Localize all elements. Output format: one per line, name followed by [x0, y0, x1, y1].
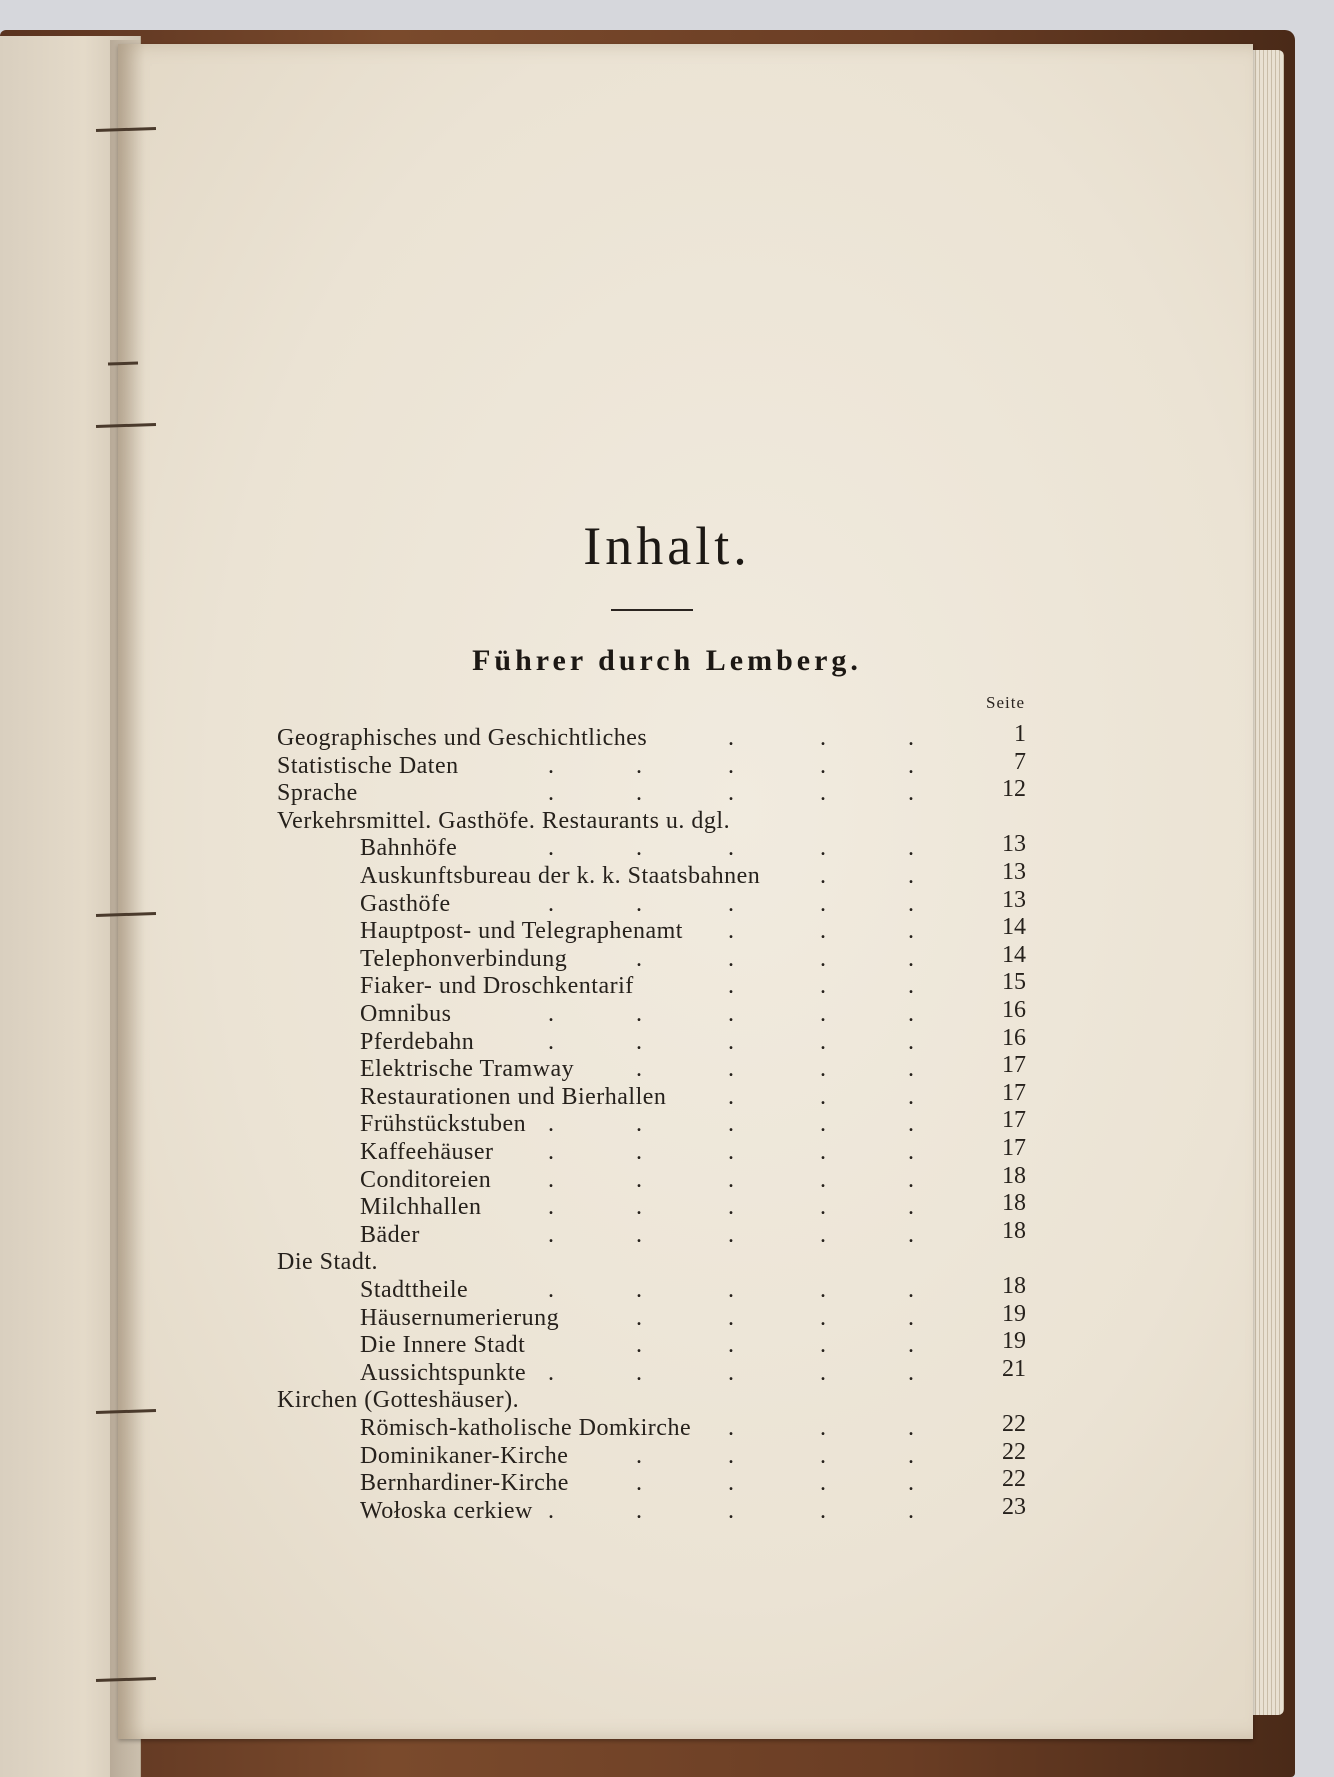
toc-entry-label: Conditoreien [360, 1166, 492, 1193]
leader-dot: . [636, 945, 642, 972]
leader-dot: . [636, 1166, 642, 1193]
leader-dot: . [820, 1056, 826, 1083]
leader-dot: . [908, 1470, 914, 1497]
leader-dot: . [548, 1221, 554, 1248]
toc-entry-page: 16 [1002, 997, 1026, 1023]
leader-dot: . [820, 1166, 826, 1193]
gutter-shadow [110, 40, 145, 1777]
toc-entry-page: 13 [1002, 831, 1026, 858]
toc-entry-page: 19 [1002, 1300, 1026, 1327]
leader-dot: . [728, 780, 734, 807]
leader-dot: . [820, 1111, 826, 1138]
leader-dot: . [548, 780, 554, 807]
leader-dot: . [636, 1194, 642, 1221]
toc-entry [360, 1107, 1030, 1139]
title-divider [611, 609, 693, 611]
toc-entry-label: Restaurationen und Bierhallen [360, 1083, 667, 1110]
leader-dot: . [728, 1001, 734, 1027]
toc-entry [360, 1328, 1030, 1360]
toc-entry-page: 7 [1014, 748, 1026, 775]
leader-dot: . [908, 863, 914, 889]
toc-entry [360, 1300, 1030, 1333]
toc-entry-page: 17 [1002, 1135, 1026, 1161]
leader-dot: . [908, 1194, 914, 1221]
leader-dot: . [820, 1332, 826, 1359]
leader-dot: . [820, 1442, 826, 1469]
toc-entry-page: 17 [1002, 1079, 1026, 1106]
leader-dot: . [636, 890, 642, 917]
toc-entry [360, 1052, 1030, 1084]
toc-entry-label: Statistische Daten [277, 752, 459, 779]
leader-dot: . [548, 890, 554, 917]
toc-entry-label: Pferdebahn [360, 1028, 475, 1055]
leader-dot: . [908, 1277, 914, 1303]
leader-dot: . [820, 1139, 826, 1165]
toc-entry [277, 748, 1030, 781]
leader-dot: . [636, 1001, 642, 1027]
leader-dot: . [728, 752, 734, 779]
leader-dot: . [728, 835, 734, 862]
leader-dot: . [820, 1497, 826, 1524]
toc-entry-page: 21 [1002, 1355, 1026, 1382]
leader-dot: . [548, 1359, 554, 1386]
toc-entry [360, 1466, 1030, 1498]
leader-dot: . [820, 780, 826, 807]
toc-entry-label: Hauptpost- und Telegraphenamt [360, 918, 683, 945]
toc-entry-page: 18 [1002, 1273, 1026, 1299]
toc-entry-label: Frühstückstuben [360, 1111, 527, 1138]
leader-dot: . [908, 1028, 914, 1055]
toc-entry-page: 22 [1002, 1466, 1026, 1493]
leader-dot: . [820, 1359, 826, 1386]
leader-dot: . [728, 1221, 734, 1248]
leader-dot: . [820, 725, 826, 751]
toc-entry-page: 14 [1002, 914, 1026, 941]
leader-dot: . [548, 1194, 554, 1221]
leader-dot: . [728, 1332, 734, 1359]
toc-entry [277, 721, 1030, 753]
toc-entry-page: 23 [1002, 1493, 1026, 1520]
toc-entry-label: Geographisches und Geschichtliches [277, 725, 648, 751]
leader-dot: . [820, 973, 826, 1000]
toc-entry-label: Fiaker- und Droschkentarif [360, 973, 634, 1000]
leader-dot: . [820, 890, 826, 917]
toc-entry [360, 969, 1030, 1001]
toc-entry-page: 17 [1002, 1107, 1026, 1134]
leader-dot: . [728, 1304, 734, 1331]
leader-dot: . [728, 1111, 734, 1138]
toc-entry-page: 18 [1002, 1217, 1026, 1244]
leader-dot: . [908, 1083, 914, 1110]
page-title: Inhalt. [583, 516, 751, 576]
toc-entry-label: Kaffeehäuser [360, 1139, 494, 1165]
leader-dot: . [908, 1111, 914, 1138]
leader-dot: . [636, 835, 642, 862]
leader-dot: . [636, 780, 642, 807]
toc-entry-label: Verkehrsmittel. Gasthöfe. Restaurants u. dgl. [277, 807, 731, 834]
leader-dot: . [636, 1111, 642, 1138]
leader-dot: . [728, 1359, 734, 1386]
leader-dot: . [728, 1442, 734, 1469]
leader-dot: . [820, 1083, 826, 1110]
toc-entry-page: 16 [1002, 1024, 1026, 1051]
leader-dot: . [820, 1470, 826, 1497]
leader-dot: . [820, 1277, 826, 1303]
toc-entry-page: 17 [1002, 1052, 1026, 1079]
page-edges [1248, 50, 1284, 1715]
leader-dot: . [820, 918, 826, 945]
leader-dot: . [636, 1277, 642, 1303]
leader-dot: . [728, 918, 734, 945]
toc-entry-label: Wołoska cerkiew [360, 1497, 533, 1524]
leader-dot: . [908, 1497, 914, 1524]
leader-dot: . [548, 752, 554, 779]
toc-entry [360, 941, 1030, 974]
leader-dot: . [548, 835, 554, 862]
toc-entry-label: Häusernumerierung [360, 1304, 560, 1331]
leader-dot: . [908, 973, 914, 1000]
toc-entry [360, 1438, 1030, 1471]
leader-dot: . [728, 1139, 734, 1165]
leader-dot: . [636, 1056, 642, 1083]
toc-entry-label: Kirchen (Gotteshäuser). [277, 1387, 520, 1414]
leader-dot: . [908, 1332, 914, 1359]
leader-dot: . [636, 1442, 642, 1469]
leader-dot: . [908, 1415, 914, 1441]
toc-entry-label: Telephonverbindung [360, 945, 568, 972]
leader-dot: . [636, 1359, 642, 1386]
toc-entry-label: Stadttheile [360, 1277, 469, 1303]
toc-entry [277, 1249, 1030, 1277]
toc-entry [360, 1493, 1030, 1526]
toc-entry [360, 1024, 1030, 1057]
leader-dot: . [908, 945, 914, 972]
leader-dot: . [820, 1415, 826, 1441]
toc-entry-page: 14 [1002, 941, 1026, 968]
leader-dot: . [636, 1304, 642, 1331]
leader-dot: . [908, 1221, 914, 1248]
toc-entry [360, 1079, 1030, 1112]
leader-dot: . [728, 973, 734, 1000]
leader-dot: . [908, 1056, 914, 1083]
leader-dot: . [548, 1277, 554, 1303]
leader-dot: . [636, 1028, 642, 1055]
leader-dot: . [908, 1001, 914, 1027]
toc-entry-label: Gasthöfe [360, 890, 451, 917]
leader-dot: . [636, 1497, 642, 1524]
leader-dot: . [908, 1139, 914, 1165]
leader-dot: . [908, 1166, 914, 1193]
toc-entry [277, 776, 1030, 808]
toc-entry-page: 18 [1002, 1162, 1026, 1189]
page-column-heading: Seite [986, 693, 1025, 712]
toc-entry [360, 914, 1030, 946]
leader-dot: . [728, 1083, 734, 1110]
toc-entry [360, 831, 1030, 863]
toc-entry [360, 997, 1030, 1029]
leader-dot: . [908, 780, 914, 807]
toc-entry-label: Omnibus [360, 1001, 452, 1027]
toc-entry [360, 1411, 1030, 1443]
leader-dot: . [728, 1056, 734, 1083]
toc-entry-page: 1 [1014, 721, 1026, 747]
toc-entry [277, 1387, 1030, 1415]
leader-dot: . [548, 1028, 554, 1055]
leader-dot: . [820, 752, 826, 779]
toc-entry-label: Die Stadt. [277, 1249, 378, 1276]
leader-dot: . [728, 1415, 734, 1441]
leader-dot: . [636, 1139, 642, 1165]
toc-entry-page: 18 [1002, 1190, 1026, 1217]
toc-entry [360, 1162, 1030, 1195]
leader-dot: . [728, 725, 734, 751]
leader-dot: . [728, 1194, 734, 1221]
leader-dot: . [908, 918, 914, 945]
leader-dot: . [728, 1497, 734, 1524]
leader-dot: . [548, 1139, 554, 1165]
toc-entry-label: Aussichtspunkte [360, 1359, 527, 1386]
leader-dot: . [908, 1442, 914, 1469]
leader-dot: . [820, 1001, 826, 1027]
toc-entry-label: Elektrische Tramway [360, 1056, 575, 1083]
toc-entry-label: Sprache [277, 780, 358, 807]
leader-dot: . [548, 1111, 554, 1138]
toc-entry-label: Bäder [360, 1221, 420, 1248]
toc-entry-label: Dominikaner-Kirche [360, 1442, 569, 1469]
toc-entry-page: 15 [1002, 969, 1026, 996]
leader-dot: . [728, 1166, 734, 1193]
leader-dot: . [548, 1497, 554, 1524]
toc-entry-label: Römisch-katholische Domkirche [360, 1415, 692, 1441]
leader-dot: . [820, 1221, 826, 1248]
leader-dot: . [908, 1359, 914, 1386]
toc-entry [360, 1217, 1030, 1250]
toc-entry-label: Auskunftsbureau der k. k. Staatsbahnen [360, 863, 761, 889]
toc-entry-page: 13 [1002, 886, 1026, 913]
leader-dot: . [908, 890, 914, 917]
leader-dot: . [548, 1166, 554, 1193]
leader-dot: . [728, 1470, 734, 1497]
leader-dot: . [908, 835, 914, 862]
toc-entry [360, 1355, 1030, 1388]
leader-dot: . [636, 1221, 642, 1248]
leader-dot: . [728, 1277, 734, 1303]
toc-entry [360, 1190, 1030, 1222]
leader-dot: . [908, 752, 914, 779]
leader-dot: . [820, 835, 826, 862]
leader-dot: . [820, 1028, 826, 1055]
leader-dot: . [820, 1194, 826, 1221]
toc-entry-page: 22 [1002, 1438, 1026, 1465]
toc-entry-page: 12 [1002, 776, 1026, 803]
leader-dot: . [636, 1332, 642, 1359]
leader-dot: . [636, 752, 642, 779]
leader-dot: . [548, 1001, 554, 1027]
toc-entry-page: 19 [1002, 1328, 1026, 1355]
leader-dot: . [820, 945, 826, 972]
leader-dot: . [636, 1470, 642, 1497]
leader-dot: . [728, 890, 734, 917]
toc-entry-label: Milchhallen [360, 1194, 482, 1221]
leader-dot: . [820, 1304, 826, 1331]
leader-dot: . [728, 945, 734, 972]
leader-dot: . [908, 1304, 914, 1331]
toc-entry [277, 808, 1030, 836]
toc-entry-page: 22 [1002, 1411, 1026, 1437]
leader-dot: . [728, 1028, 734, 1055]
toc-entry-label: Bernhardiner-Kirche [360, 1470, 569, 1497]
toc-entry-label: Die Innere Stadt [360, 1332, 526, 1359]
toc-entry [360, 1135, 1030, 1167]
toc-entry [360, 886, 1030, 919]
toc-entry [360, 1273, 1030, 1305]
leader-dot: . [908, 725, 914, 751]
toc-entry-page: 13 [1002, 859, 1026, 885]
section-heading: Führer durch Lemberg. [472, 644, 862, 677]
leader-dot: . [820, 863, 826, 889]
toc-entry [360, 859, 1030, 891]
toc-entry-label: Bahnhöfe [360, 835, 458, 862]
